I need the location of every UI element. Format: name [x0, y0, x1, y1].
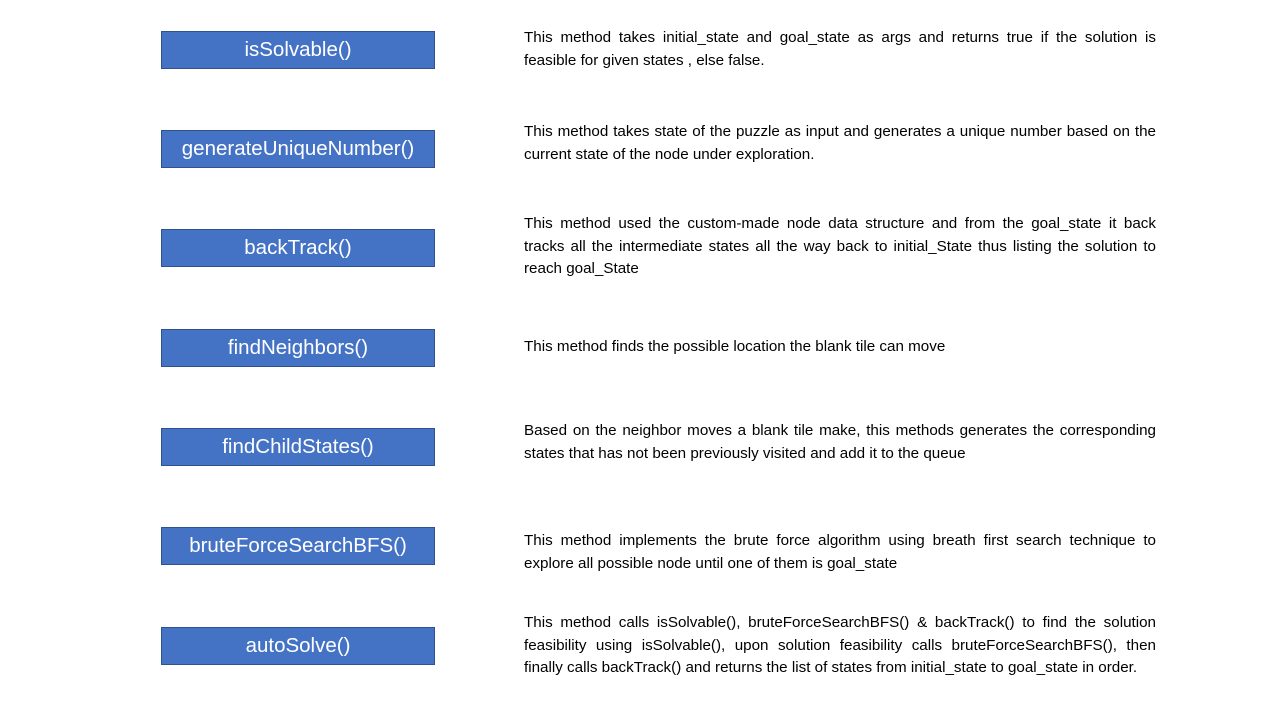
- method-box-is-solvable: [161, 31, 435, 69]
- method-description-is-solvable: This method takes initial_state and goal_state as args and returns true if the solution is feasible for given states , else false.: [524, 29, 1156, 69]
- method-description-auto-solve: This method calls isSolvable(), bruteForceSearchBFS() & backTrack() to find the solution feasibility using isSolvable(), upon solution feasibility calls bruteForceSearchBFS(), then finally calls backTrack() and returns the list of states from initial_state to goal_state in order.: [524, 614, 1156, 677]
- method-box-auto-solve: [161, 627, 435, 665]
- method-name: isSolvable(): [244, 38, 352, 61]
- method-name: findChildStates(): [222, 435, 374, 458]
- method-box-brute-force-search-bfs: [161, 527, 435, 565]
- method-box-find-neighbors: [161, 329, 435, 367]
- method-name: generateUniqueNumber(): [181, 137, 415, 160]
- method-description-brute-force-search-bfs: This method implements the brute force algorithm using breath first search technique to explore all possible node until one of them is goal_state: [524, 532, 1156, 572]
- method-description-find-neighbors: This method finds the possible location the blank tile can move: [524, 338, 946, 355]
- method-description-generate-unique-number: This method takes state of the puzzle as input and generates a unique number based on the current state of the node under exploration.: [524, 123, 1156, 163]
- method-name: backTrack(): [244, 236, 352, 259]
- method-box-find-child-states: [161, 428, 435, 466]
- method-description-find-child-states: Based on the neighbor moves a blank tile make, this methods generates the corresponding states that has not been previously visited and add it to the queue: [524, 422, 1156, 462]
- method-name: bruteForceSearchBFS(): [189, 534, 407, 557]
- method-name: findNeighbors(): [227, 336, 369, 359]
- method-name: autoSolve(): [245, 634, 351, 657]
- method-description-back-track: This method used the custom-made node data structure and from the goal_state it back tracks all the intermediate states all the way back to initial_State thus listing the solution to reach goal_State: [524, 215, 1156, 278]
- method-box-back-track: [161, 229, 435, 267]
- method-box-generate-unique-number: [161, 130, 435, 168]
